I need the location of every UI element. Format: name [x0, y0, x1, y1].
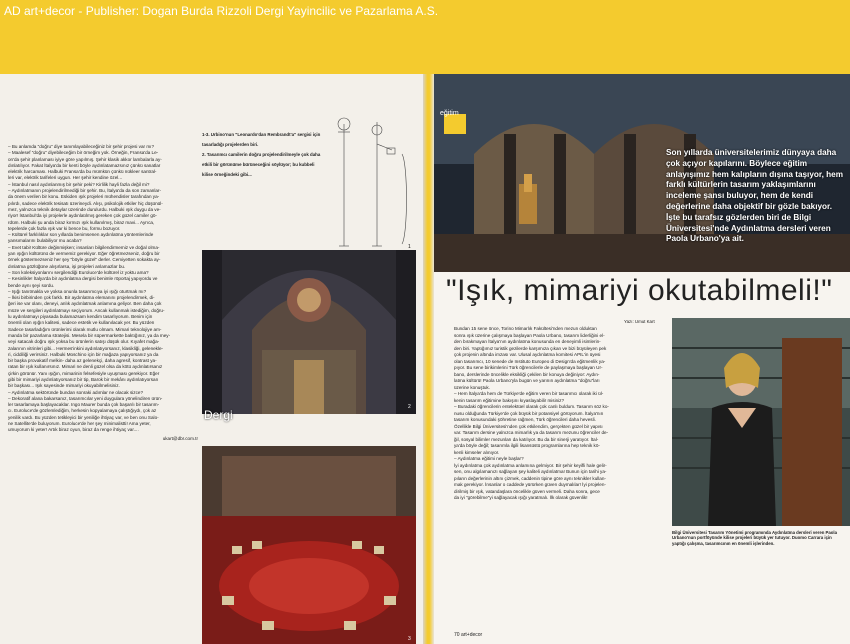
text-line: – İstanbul nasıl aydınlanmış bir şehir peki? Kirlilik hayli fazla değil mi? [8, 181, 150, 187]
text-line: ğeri ise var olanı, deneyi, anlık aydınlatmak anlamına geliyor. Ben daha çok [8, 301, 162, 307]
photo-number: 2 [408, 404, 411, 410]
page-gutter [423, 74, 434, 644]
magazine-spread [0, 74, 850, 644]
text-line: manda bir pazarlama stratejisi. Mesela bir süpermarkette baktığınız, ya da mey- [8, 332, 171, 338]
text-line: leri var, elektrik tarifeleri uygun. Her şehir kendine özel... [8, 175, 123, 181]
text-line: gibi bir mimariyi aydınlatıyorsanız bir tip, Barok bir mekânı aydınlatıyorsan [8, 376, 159, 382]
text-line: tasarım konusundaki şöhretine rağmen, Türk öğrencileri daha hevesli. [454, 417, 596, 422]
text-line: – İkisi birbirinden çok farklı. Bir aydınlatma elemanını projelendirmek, di- [8, 295, 155, 301]
photo-number: 1 [408, 244, 411, 250]
text-line: çok projenin altında imzası var. Ulusal aydınlatma komitesi APIL'in üyesi [454, 352, 601, 357]
text-line: dirilmiş bir ışık, vatandaşlara öncelikle güven vermeli. Daha sonra, gece [454, 488, 600, 494]
text-line: önemli olan ışığın kalitesi, sadece estetik ve kullanılacak yer. Bu yüzden [8, 320, 155, 326]
text-line: den biri. Yaptığımız turistik gezilerde karşımıza çıkan ve bizi büyüleyen pek [454, 345, 607, 351]
text-line: var. Tasarım dersine yalnızca mimarlık ya da tasarım mezunu öğrenciler de- [454, 430, 609, 435]
text-line: Bundan 15 sene önce, Torino Mimarlık Fakültesi'nden mezun olduktan [454, 326, 597, 331]
text-line: Sadece tasarladığım ürünlerimi olarak mutlu olmam. Mimari teknolojiye am- [8, 326, 162, 332]
text-line: yenilik vardı. Bu yüzden tetikleyici bir yeniliğe ihtiyaç var, ve ben onu Salo- [8, 414, 159, 420]
text-line: – Dekoratif alana bakarsanız, tasarımcılar yeni duygulara yönelindiren ürün- [8, 395, 163, 401]
text-line: ler tasarlamaya başlayacaklar. Ingo Maurer bunda çok başarılı bir tasarım- [8, 402, 160, 408]
text-line: 2. Tasarımcı camilerin doğru projelendirilmeyle çok daha [202, 152, 321, 158]
text-line: kilise örneğindeki gibi... [202, 172, 252, 178]
right-page [434, 74, 850, 644]
text-line: dınlatılıyor. Fakat İtalya'da bir kenti böyle aydınlatamazsınız çünkü sanatlar [8, 162, 161, 168]
museum-exhibition-photo [202, 446, 416, 644]
text-line: etkili bir görünüme bürüneceğini söylüyor; bu kubbeli [202, 162, 315, 168]
text-line: örnek göstermezseniz her şey "böyle güzel" derler. Cemiyetten sokakta ay- [8, 257, 161, 263]
text-line: da önem verilen bir konu. Eskiden ışık projeleri mühendisler tarafından ya- [8, 194, 160, 200]
text-line: lu aydınlatmayı piyasada bulamazsam kendim tasarlıyorum. Benim için [8, 314, 153, 320]
text-line: cı. Euroluce'de gözlemlediğim, herkesin kopyalamaya çalıştığıydı, çok az [8, 408, 157, 414]
text-line: – Son koleksiyonlarını sergilendiği Euroluce'de kültürel iz yoktu ama? [8, 269, 149, 275]
photo-number: 3 [408, 636, 411, 642]
text-line: kenin tasarım eğitimine bakışını kıyaslayabilir misiniz? [454, 397, 565, 403]
text-line: zalarının vitrinleri gibi... Hermes'inkini aydınlatıyorsanız, klasikliği, gelenekle- [8, 345, 164, 351]
article-body-text [454, 326, 669, 502]
author-email: ukart@dbr.com.tr [162, 435, 198, 441]
text-line: sonra ışık üzerine çalışmaya başlayan Paola Urbano, tasarım liderliğini el- [454, 332, 605, 338]
text-line: kenli kimseler alınıyor. [454, 449, 500, 455]
text-line: tepelerde çok fazla ışık var ki bence bu, formu bozuyor. [8, 225, 121, 231]
text-line: – Hem İtalya'da hem de Türkiye'de eğitim veren bir tasarımcı olarak iki ül- [454, 391, 604, 396]
text-line: mak gerekiyor. İnsanlar o caddede yürürken güven duymalılar! İyi projelen- [454, 482, 606, 487]
text-line: veyi satacak doğru ışık yoksa bu ürünlerin satışı düşük olur. Kıyafet mağa- [8, 339, 160, 345]
text-line: – Aydınlatma sektöründe bundan sonraki adımlar ne olacak sizce? [8, 389, 144, 395]
text-line: pıların değerlerinin altını çizmek, caddenin tipine göre aynı teknikler kullan- [454, 475, 606, 481]
text-line: elektrik harcaması. Halbuki Fransa'da bu mümkün çünkü nükleer santral- [8, 169, 157, 175]
cathedral-dome-photo [202, 250, 416, 414]
text-line: çirkin görünür. Yanı ışığın, mimarinin felsefesiyle uyuşması gerekiyor. Eğer [8, 370, 160, 376]
text-line: – Işığı tanıtmakla ve yoksa onunla tasarımcıya iyi ışığı oturtmak mı? [8, 288, 147, 294]
article-headline: "Işık, mimariyi okutabilmeli!" [446, 274, 833, 307]
text-line: bir başka provakatif melkin- daha az gelenekçi, daha agresif, kontrast ya- [8, 358, 157, 364]
text-line: bende aynı şeyi sordu. [8, 282, 55, 288]
page-folio: 70 art+decor [454, 632, 483, 638]
article-byline: Yazı: Umut Kart [624, 319, 655, 324]
text-line: ya'da böyle değil; tasarımla ilgili lisansüstü programlarına hep teknik kö- [454, 443, 600, 448]
site-header [0, 0, 850, 74]
text-line: bano, derslerinde öncelikle eksikliği çekilen bir konuya değiniyor: Aydın- [454, 371, 600, 377]
text-line: bir başkası... Işık sayesinde mimariyi okuyabilmelisiniz. [8, 383, 120, 389]
text-line: 1-3. Urbino'nun "Leonardo'dan Rembrandt'a" sergisi için [202, 132, 321, 138]
text-line: rdüm. Halbuki şu anda biraz kırmızı ışık kullanılmış, biraz mavi... Ayrıca, [8, 219, 155, 225]
text-line: – Aydınlatmanın projelendirilmediği bir şehir. Bu, İtalya'da da son zamanlar- [8, 188, 161, 194]
text-line: – Bu anlamda "doğru" diye tanımlayabileceğiniz bir şehir projesi var mı? [8, 144, 154, 149]
text-line: – Evet tabi! Kültüre değinmişken; insanları bilgilendirmemiz ve doğal olma- [8, 244, 160, 250]
text-line: – Buradaki öğrencilerin entelektüel olarak çok canlı buldum. Tasarım söz ko- [454, 404, 609, 409]
text-line: müze ve sergileri aydınlatmayı seçiyorum. Ancak kullanmak istediğim, doğru- [8, 307, 165, 313]
section-label: eğitim [440, 110, 459, 117]
text-line: ğil, sosyal bilimler mezunları da katılıyor. Bu da bir sinerji yaratıyor. İtal- [454, 436, 599, 442]
text-line: umuyorum ki yeter! Artık biraz oyun, biraz da renge ihtiyaç var.... [8, 427, 139, 433]
text-line: den bırakmayan İtalya'nın aydınlatma konusunda en deneyimli isimlerin- [454, 339, 601, 344]
text-line: on'da şehir planlaması iyiye göre yapılmış. Şehir klasik akkor lambalarla ay- [8, 156, 162, 162]
text-line: – Kesinlikle! İtalya'da bir aydınlatma dergisi benimle röportaj yapıyordu ve [8, 276, 158, 282]
text-line: yansımalarını bulabiliyor mu acaba? [8, 238, 82, 244]
portrait-caption: Bilgi Üniversitesi Tasarım Yönetimi programında Aydınlatma dersleri veren Paola Urbano'nun portföyünde kilise projeleri büyük yer tutuyor. Duomo Carrara için yaptığı çalışma, tasarımcının en önemli işlerinden. [672, 530, 838, 546]
text-line: sen, onu algılamanızı sağlayan şey kaliteli aydınlatma! Bunun için tarihi ya- [454, 469, 607, 474]
text-line: – Aydınlatma eğitimi neyle başlar? [454, 456, 524, 461]
interview-text-column [8, 144, 198, 442]
text-line: dınlatma gözlüğüne alışırlarsa, işi projeleri anlamazlar bu. [8, 263, 126, 269]
text-line: pılırdı, sadece elektrik tesisatı üzerineydi. Alışı, psikolojik etkiler hiç düşünül- [8, 200, 163, 206]
site-title: AD art+decor - Publisher: Dogan Burda Rizzoli Dergi Yayincilic ve Pazarlama A.S. [4, 4, 439, 18]
text-line: Özellikle Bilgi Üniversitesi'nden çok etkilendim, gerçekten güzel bir yapısı [454, 423, 603, 429]
text-line: – Kültürel farklılıklar son yıllarda benimsenen aydınlatma yöntemlerinde [8, 232, 154, 238]
text-line: tasarladığı projelerden biri. [202, 142, 259, 148]
text-line: mez, yalnızca teknik detaylar üzerinde durulurdu. Halbuki ışık duygu da ve- [8, 206, 161, 212]
designer-portrait-photo [672, 318, 850, 526]
overlay-text: Dergi [204, 408, 233, 422]
church-interior-photo [434, 74, 850, 272]
text-line: riyor! İstanbul'da iyi projelerle aydınlatılmış gereken çok güzel camiler gö- [8, 213, 157, 219]
left-page [0, 74, 423, 644]
text-line: ri, ciddiliği verirsiniz. Halbuki Moschino için bir mağaza yapıyorsanız ya da [8, 351, 159, 357]
intro-quote: Son yıllarda üniversitelerimiz dünyaya daha çok açıyor kapılarını. Böylece eğitim anlayışımız hem kalıpların dışına taşıyor, hem farklı kültürlerin tasarım yaklaşımlarını inceleme şansı buluyor, hem de kendi değerlerine daha objektif bir gözle bakıyor. İşte bu tarafsız gözlerden biri de Bilgi Üniversitesi'nde Aydınlatma dersleri veren Paola Urbano'ya ait. [666, 148, 844, 244]
photo-caption [202, 128, 330, 182]
text-line: – Maalesef "doğru" diyebileceğim bir örneğim yok. Örneğin, Fransa'da Le- [8, 150, 159, 156]
text-line: da iyi "görebilme"yi sağlayacak ışığı yaratmalı. İlk olarak güvenlik! [454, 495, 588, 500]
text-line: nusu olduğunda Türkiye'de çok büyük bir potansiyel görüyorum. İtalya'nın [454, 410, 604, 416]
text-line: yan ışığın kültürünü de vermemiz gerekiyor. Eğer öğretmezseniz, doğru bir [8, 251, 160, 257]
text-line: pıyor. Bu sene birikimlerini Türk öğrencilerle de paylaşmaya başlayan Ur- [454, 365, 603, 370]
text-line: ne Satellite'de buluyorum. Euroluce'de her şey minimalistti! Ama yeter, [8, 421, 151, 427]
text-line: İyi aydınlatma çok aydınlatma anlamına gelmiyor. Bir şehir keyifli hale gelir- [454, 462, 607, 468]
text-line: olan tasarımcı, 10 senede de Instituto Europeo di Design'da eğitmenlik ya- [454, 358, 606, 364]
text-line: latma kültürü! Paola Urbano'yla bugün ve yarının aydınlatma "doğru"ları [454, 378, 600, 383]
text-line: ratan bir ışık kullanırsınız. Mimari ne denli güzel olsa da kötü aydınlatırsanız [8, 364, 163, 370]
text-line: üzerine konuştuk. [454, 384, 491, 390]
